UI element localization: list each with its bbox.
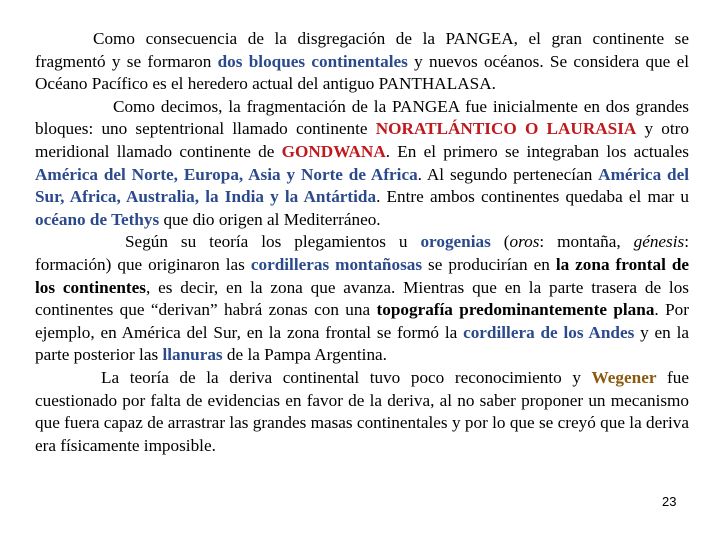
text-segment: . Al segundo pertenecían <box>417 164 599 184</box>
highlight-gondwana: GONDWANA <box>281 141 386 161</box>
highlight-wegener: Wegener <box>591 367 657 387</box>
text-segment: Como consecuencia de la disgregación de la PANGEA, el gran continente se fragmentó y se formaron <box>35 29 689 71</box>
paragraph-2 <box>35 96 689 232</box>
emphasis-topografia-plana: topografía predominantemente plana <box>376 300 655 320</box>
text-segment: Según su teoría los plegamientos u <box>125 232 421 252</box>
text-segment: Como decimos, la fragmentación de la PANGEA fue inicialmente en dos grandes bloques: uno septentrional llamado continente <box>35 96 689 139</box>
text-segment: La teoría de la deriva continental tuvo poco reconocimiento y <box>101 367 592 387</box>
paragraph-1 <box>35 28 689 96</box>
highlight-orogenias: orogenias <box>420 232 491 252</box>
highlight-gondwana-regions: América del Sur, Africa, Australia, la India y la Antártida <box>35 164 689 207</box>
highlight-tethys: océano de Tethys <box>35 209 160 229</box>
text-segment: : montaña, <box>539 232 634 252</box>
paragraph-3 <box>35 231 689 367</box>
text-segment: se producirían en <box>422 254 556 274</box>
text-segment: y otro meridional llamado continente de <box>35 119 689 161</box>
text-segment: de la Pampa Argentina. <box>222 345 387 365</box>
term-genesis: génesis <box>633 232 685 252</box>
text-segment: y en la parte posterior las <box>35 322 689 365</box>
highlight-cordilleras: cordilleras montañosas <box>250 254 423 274</box>
highlight-laurasia: NORATLÁNTICO O LAURASIA <box>375 119 637 139</box>
highlight-andes: cordillera de los Andes <box>463 322 635 342</box>
text-segment: ( <box>490 232 510 252</box>
page-number: 23 <box>662 494 677 509</box>
text-segment: . Por ejemplo, en América del Sur, en la zona frontal se formó la <box>35 300 689 342</box>
text-segment: , es decir, en la zona que avanza. Mientras que en la parte trasera de los continentes que “derivan” habrá zonas con una <box>35 277 689 320</box>
text-segment: que dio origen al Mediterráneo. <box>159 209 381 229</box>
highlight-dos-bloques: dos bloques continentales <box>217 51 408 71</box>
slide-text-body <box>35 28 689 457</box>
highlight-laurasia-regions: América del Norte, Europa, Asia y Norte de Africa <box>35 164 418 184</box>
text-segment: y nuevos océanos. Se considera que el Océano Pacífico es el heredero actual del antiguo PANTHALASA. <box>35 51 689 94</box>
term-oros: oros <box>509 232 540 252</box>
emphasis-zona-frontal: la zona frontal de los continentes <box>35 254 690 297</box>
text-segment: . Entre ambos continentes quedaba el mar u <box>376 187 689 207</box>
text-segment: : formación) que originaron las <box>35 232 689 274</box>
text-segment: . En el primero se integraban los actuales <box>385 141 689 161</box>
text-segment: fue cuestionado por falta de evidencias en favor de la deriva, al no saber proponer un mecanismo que fuera capaz de arrastrar las grandes masas continentales y por lo que se creyó que la deriva era físicamente imposible. <box>35 367 689 455</box>
highlight-llanuras: llanuras <box>162 345 223 365</box>
paragraph-4 <box>35 367 689 457</box>
